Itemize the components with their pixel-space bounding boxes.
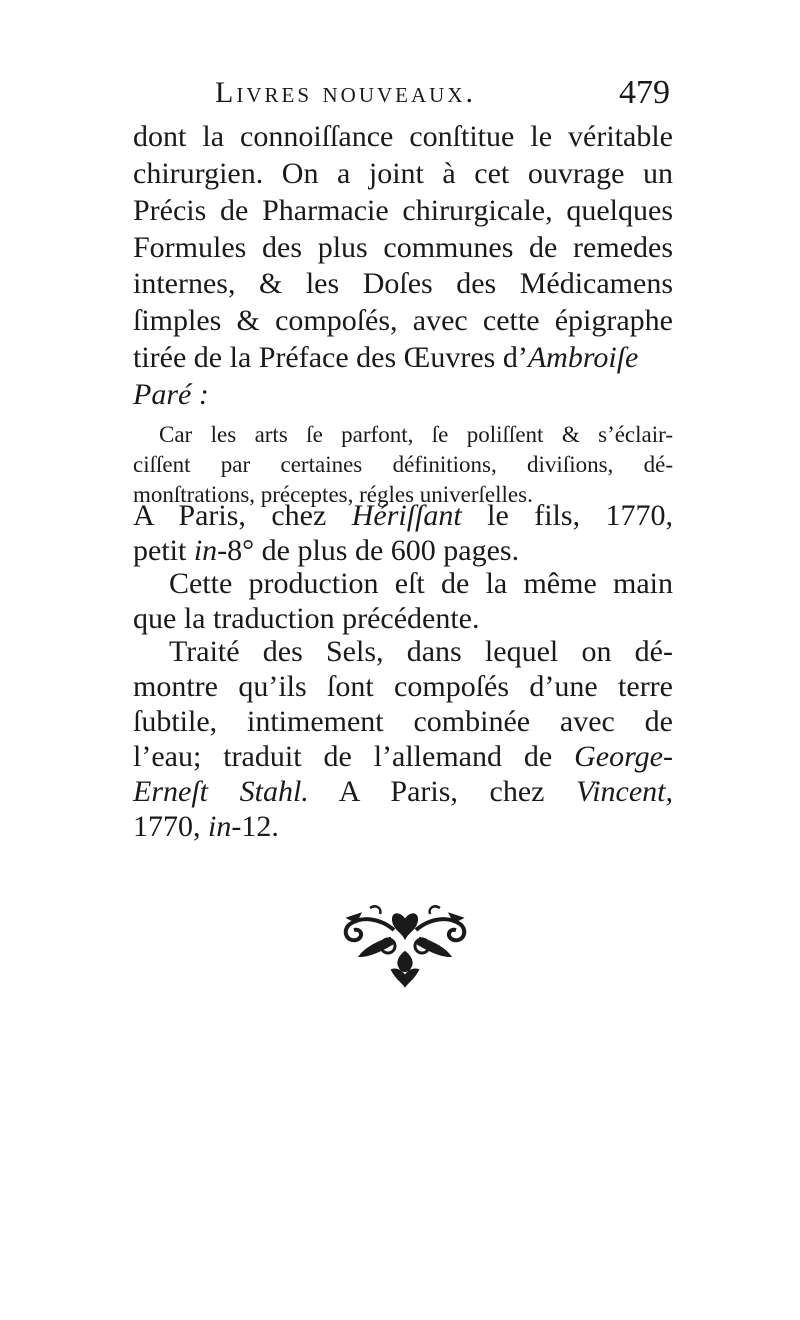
text-line	[133, 738, 673, 776]
text-line: Précis de Pharmacie chirurgicale, quelques	[133, 194, 673, 227]
text-fragment: le fils, 1770,	[461, 499, 673, 532]
author-name: Erneſt Stahl.	[133, 775, 309, 808]
text-line: dont la connoiſſance conſtitue le véritable	[133, 120, 673, 153]
quote-line: ciſſent par certaines définitions, diviſions, dé-	[133, 452, 673, 477]
text-line	[133, 376, 673, 414]
publisher-name: Vincent,	[576, 775, 673, 808]
text-fragment: l’eau; traduit de l’allemand de	[133, 740, 575, 773]
quote-line: monſtrations, préceptes, régles univerſelles.	[133, 482, 533, 507]
text-line	[133, 339, 673, 377]
author-name: George-	[574, 740, 673, 773]
text-fragment: tirée de la Préface des Œuvres d’	[133, 341, 528, 374]
text-line: internes, & les Doſes des Médicamens	[133, 267, 673, 300]
text-line: ſubtile, intimement combinée avec de	[133, 705, 673, 738]
fleuron-icon	[330, 890, 480, 990]
text-line: que la traduction précédente.	[133, 602, 480, 635]
text-line: Formules des plus communes de remedes	[133, 231, 673, 264]
text-line: montre qu’ils ſont compoſés d’une terre	[133, 670, 673, 703]
author-name: Ambroiſe	[527, 341, 639, 374]
text-line: Traité des Sels, dans lequel on dé-	[169, 635, 673, 668]
format: in	[208, 810, 232, 843]
format: in	[193, 534, 218, 567]
imprint-line	[133, 497, 673, 535]
text-fragment: -12.	[231, 810, 279, 843]
text-fragment: petit	[133, 534, 194, 567]
running-head	[215, 72, 670, 122]
publisher-name: Hériſſant	[351, 499, 462, 532]
text-line: ſimples & compoſés, avec cette épigraphe	[133, 304, 673, 337]
author-name: Paré :	[133, 378, 209, 411]
text-fragment: A Paris, chez	[308, 775, 577, 808]
page-number: 479	[619, 74, 670, 111]
text-line: chirurgien. On a joint à cet ouvrage un	[133, 157, 673, 190]
text-line: Cette production eſt de la même main	[169, 567, 673, 600]
quote-line: Car les arts ſe parfont, ſe poliſſent & s’éclair-	[159, 422, 673, 447]
running-title: Livres nouveaux.	[215, 76, 476, 109]
text-fragment: A Paris, chez	[133, 499, 352, 532]
text-line	[133, 773, 673, 811]
text-fragment: -8° de plus de 600 pages.	[217, 534, 520, 567]
text-fragment: 1770,	[133, 810, 208, 843]
text-line	[133, 808, 673, 846]
